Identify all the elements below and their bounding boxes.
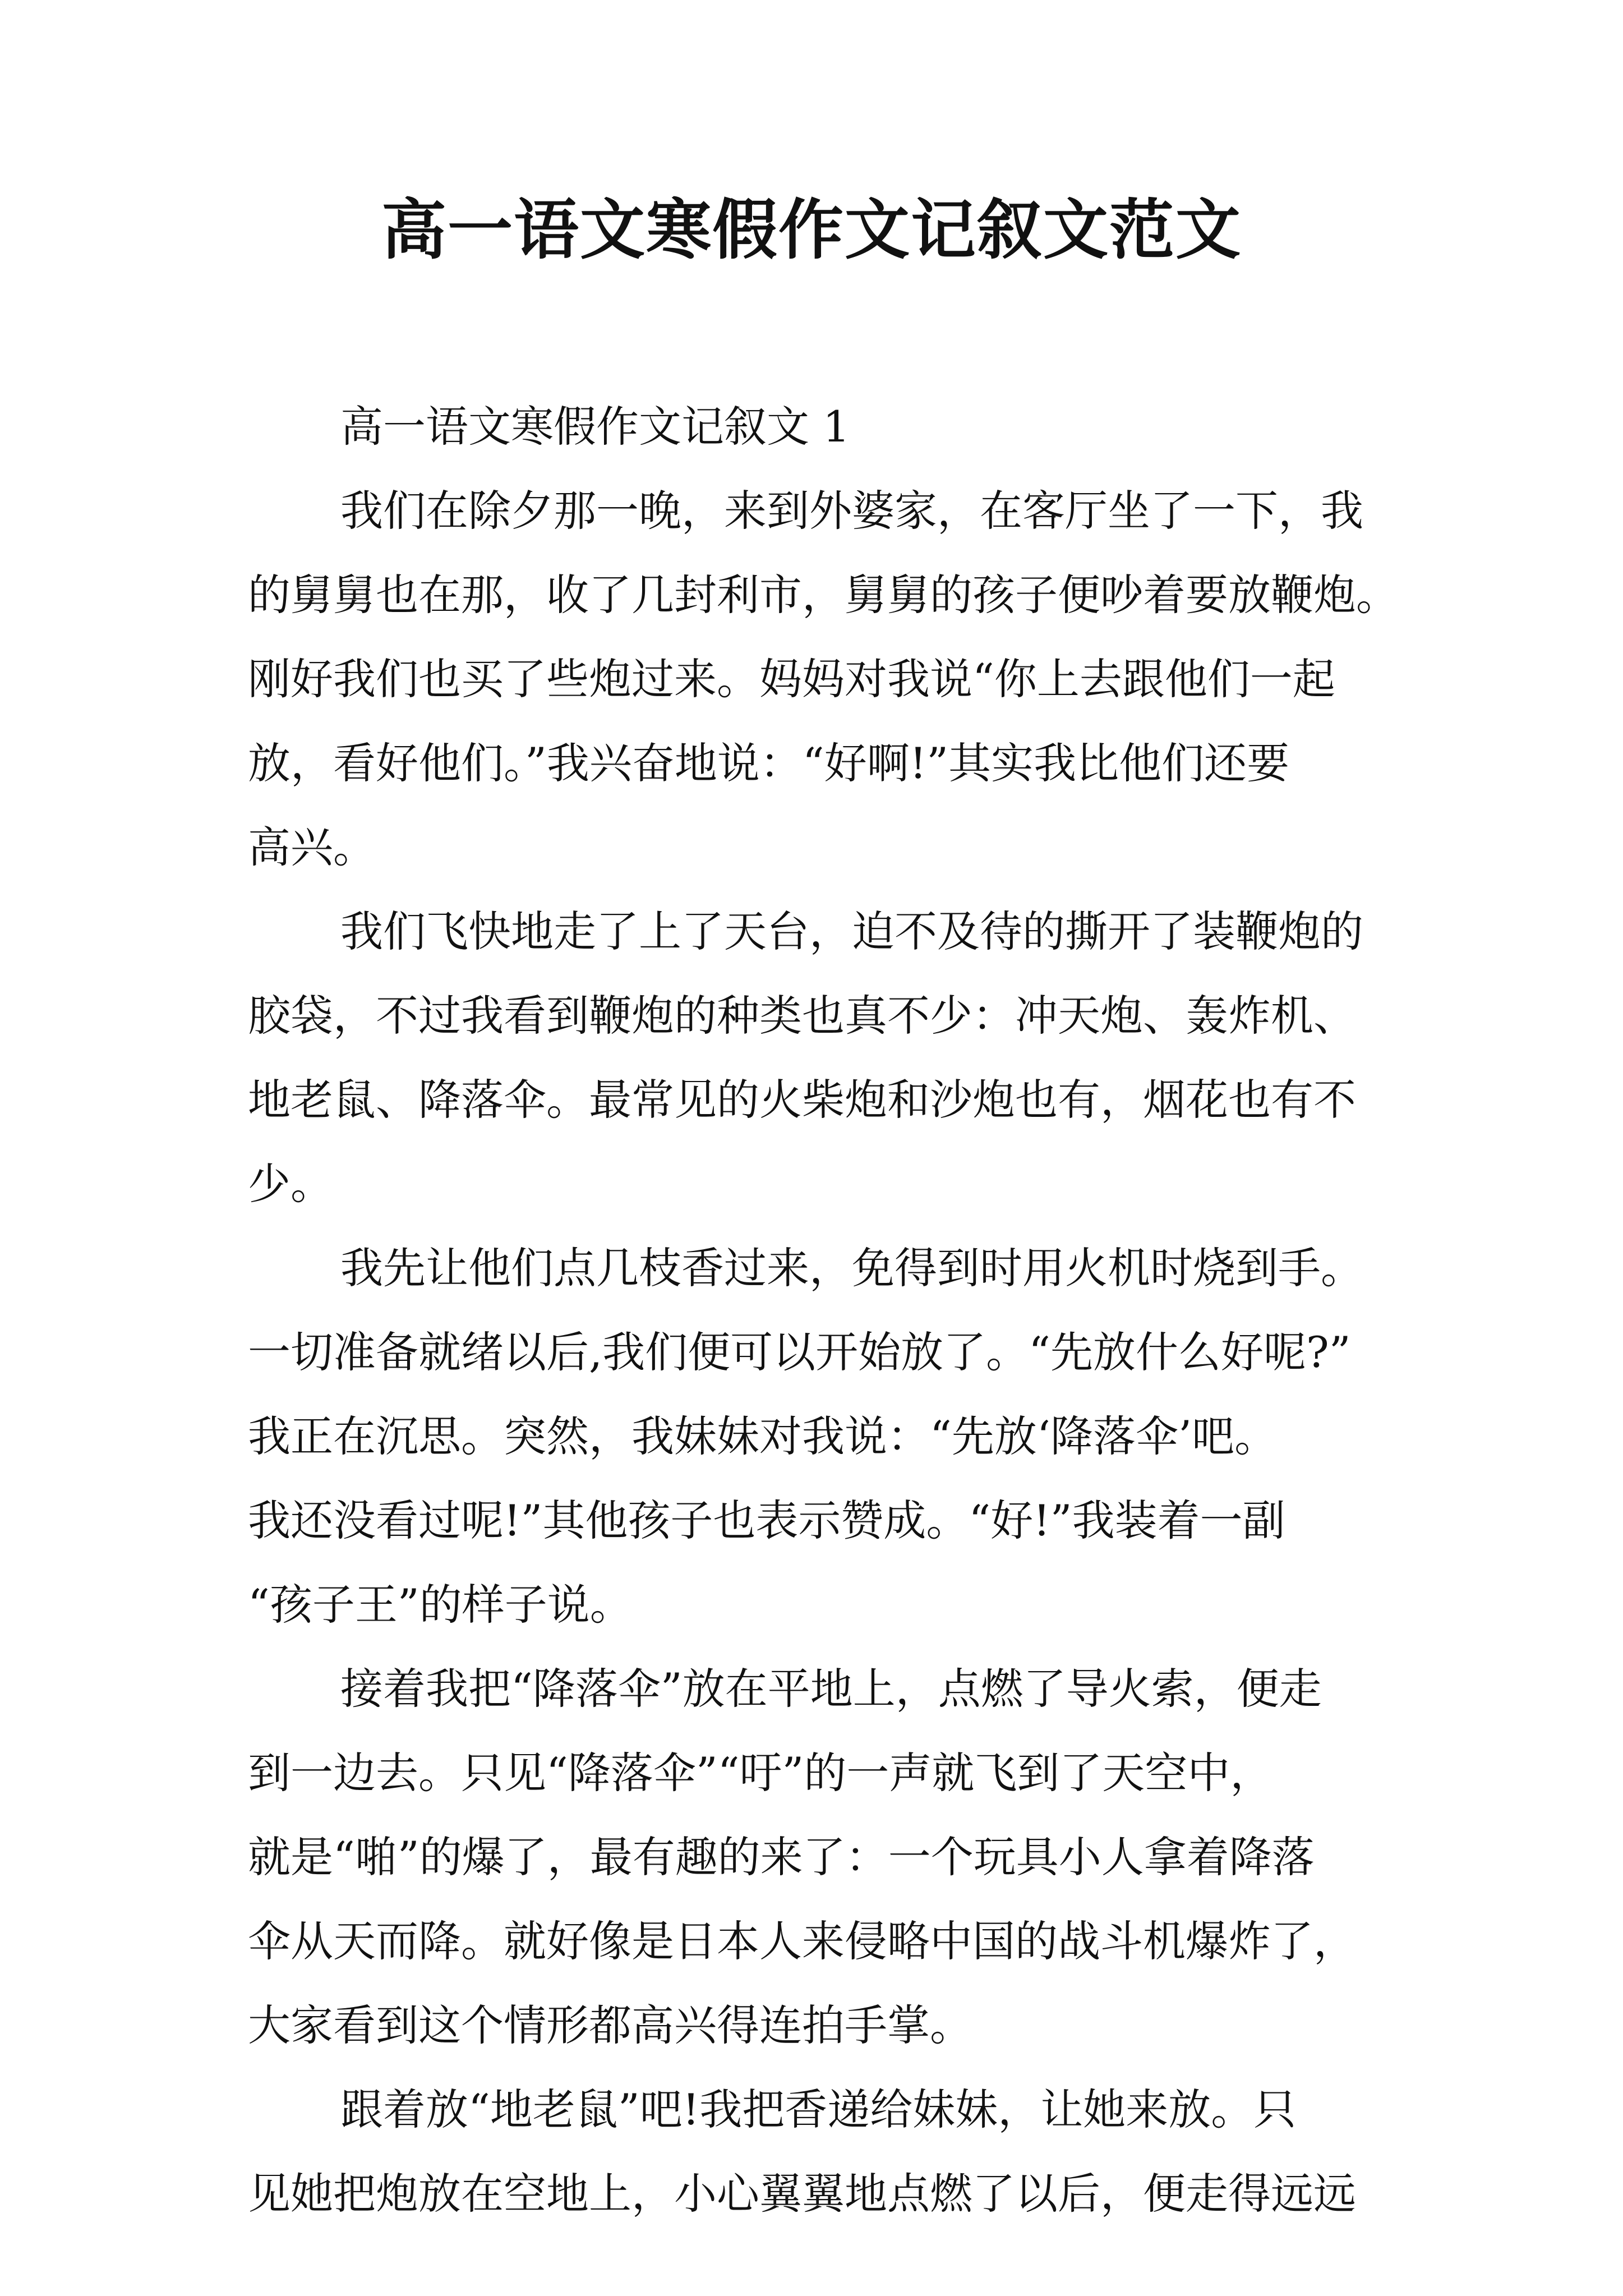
document-body bbox=[248, 385, 1426, 2236]
text-line: 见她把炮放在空地上，小心翼翼地点燃了以后，便走得远远 bbox=[248, 2169, 1356, 2219]
document-title: 高一语文寒假作文记叙文范文 bbox=[381, 192, 1242, 268]
text-line: 我还没看过呢!”其他孩子也表示赞成。“好!”我装着一副 bbox=[248, 1496, 1285, 1545]
text-line: 就是“啪”的爆了，最有趣的来了：一个玩具小人拿着降落 bbox=[248, 1832, 1315, 1882]
text-line: 大家看到这个情形都高兴得连拍手掌。 bbox=[248, 2000, 972, 2050]
text-line: 我正在沉思。突然，我妹妹对我说：“先放‘降落伞’吧。 bbox=[248, 1411, 1278, 1461]
text-line: 放，看好他们。”我兴奋地说：“好啊!”其实我比他们还要 bbox=[248, 738, 1290, 788]
text-line: 的舅舅也在那，收了几封利市，舅舅的孩子便吵着要放鞭炮。 bbox=[248, 570, 1399, 620]
text-line: 我们飞快地走了上了天台，迫不及待的撕开了装鞭炮的 bbox=[340, 907, 1363, 956]
text-line: 刚好我们也买了些炮过来。妈妈对我说“你上去跟他们一起 bbox=[248, 654, 1335, 704]
text-line: “孩子王”的样子说。 bbox=[248, 1580, 633, 1630]
text-line: 高一语文寒假作文记叙文 1 bbox=[340, 402, 850, 452]
text-line: 跟着放“地老鼠”吧!我把香递给妹妹，让她来放。只 bbox=[340, 2085, 1297, 2134]
text-line: 我们在除夕那一晚，来到外婆家，在客厅坐了一下，我 bbox=[340, 486, 1363, 536]
text-line: 高兴。 bbox=[248, 822, 376, 872]
text-line: 到一边去。只见“降落伞”“吁”的一声就飞到了天空中， bbox=[248, 1748, 1273, 1798]
text-line: 胶袋，不过我看到鞭炮的种类也真不少：冲天炮、轰炸机、 bbox=[248, 991, 1356, 1041]
text-line: 一切准备就绪以后,我们便可以开始放了。“先放什么好呢?” bbox=[248, 1327, 1351, 1377]
text-line: 我先让他们点几枝香过来，免得到时用火机时烧到手。 bbox=[340, 1243, 1363, 1293]
text-line: 少。 bbox=[248, 1159, 333, 1209]
text-line: 伞从天而降。就好像是日本人来侵略中国的战斗机爆炸了， bbox=[248, 1916, 1356, 1966]
text-line: 接着我把“降落伞”放在平地上，点燃了导火索，便走 bbox=[340, 1664, 1322, 1714]
text-line: 地老鼠、降落伞。最常见的火柴炮和沙炮也有，烟花也有不 bbox=[248, 1075, 1356, 1125]
